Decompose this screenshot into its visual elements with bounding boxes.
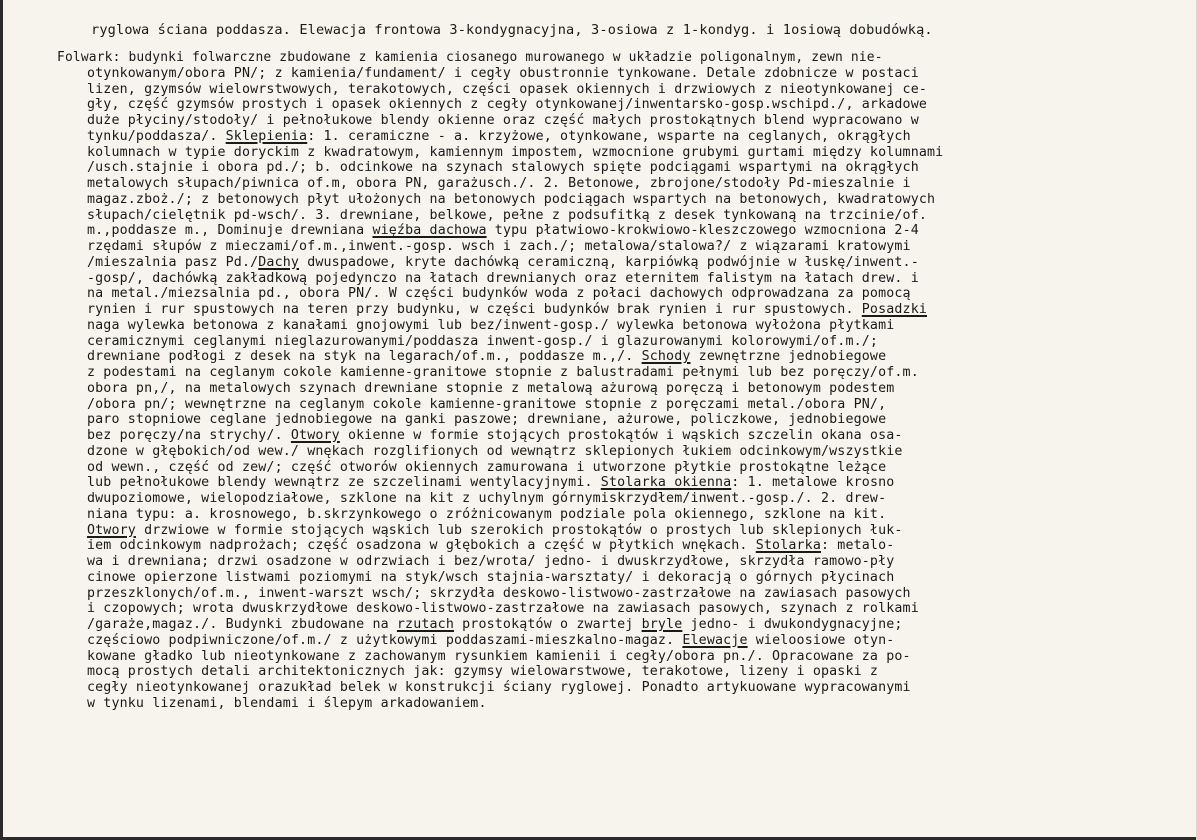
text-segment: i czopowych; wrota dwuskrzydłowe deskowo-listwowo-zastrzałowe na zawiasach pasowych, szynach z rolkami	[87, 601, 919, 617]
text-segment: zewnętrzne jednobiegowe	[690, 349, 887, 365]
text-segment: częściowo podpiwniczone/of.m./ z użytkowymi poddaszami-mieszkalno-magaz.	[87, 632, 683, 648]
text-segment: otynkowanym/obora PN/; z kamienia/fundament/ i cegły obustronnie tynkowane. Detale zdobnicze w postaci	[87, 65, 919, 81]
text-line	[87, 680, 1177, 696]
text-line	[87, 223, 1177, 239]
text-segment: drzwiowe w formie stojących wąskich lub szerokich prostokątów o prostych lub sklepionych łuk-	[135, 522, 903, 538]
text-line	[87, 286, 1177, 302]
text-segment: naga wylewka betonowa z kanałami gnojowymi lub bez/inwent-gosp./ wylewka betonowa wyłożona płytkami	[87, 317, 895, 333]
text-line	[87, 239, 1177, 255]
text-line	[87, 271, 1177, 287]
text-segment: na metal./miezsalnia pd., obora PN/. W części budynków woda z połaci dachowych odprowadzana za pomocą	[87, 286, 911, 302]
text-line	[87, 192, 1177, 208]
text-line	[87, 349, 1177, 365]
text-segment: cinowe opierzone listwami poziomymi na styk/wsch stajnia-warsztaty/ i dekoracją o górnych płycinach	[87, 569, 895, 585]
text-segment: : 1. ceramiczne - a. krzyżowe, otynkowane, wsparte na ceglanych, okrągłych	[307, 128, 911, 144]
text-line	[87, 145, 1177, 161]
text-segment: gły, część gzymsów prostych i opasek okiennych z cegły otynkowanej/inwentarsko-gosp.wschipd./, arkadowe	[87, 97, 928, 113]
underlined-section-term: Dachy	[258, 254, 300, 270]
underlined-section-term: Stolarka okienna	[600, 475, 732, 491]
text-line	[87, 491, 1177, 507]
underlined-section-term: Elewacje	[682, 632, 748, 648]
text-segment: -gosp/, dachówką zakładkową pojedynczo na łatach drewnianych oraz eternitem falistym na łatach drew. i	[87, 270, 919, 286]
text-segment: słupach/cielętnik pd-wsch/. 3. drewniane, belkowe, pełne z podsufitką z desek tynkowaną na trzcinie/of.	[87, 207, 928, 223]
text-segment: z podestami na ceglanym cokole kamienne-granitowe stopnie z balustradami pełnymi lub bez poręczy/of.m.	[87, 365, 919, 380]
text-segment: metalowych słupach/piwnica of.m, obora PN, garażusch./. 2. Betonowe, zbrojone/stodoły Pd-mieszalnie i	[87, 176, 911, 191]
text-segment: magaz.zboż./; z betonowych płyt ułożonych na betonowych podciągach wspartych na betonowych, kwadratowych	[87, 191, 936, 207]
text-segment: cegły nieotynkowanej orazukład belek w konstrukcji ściany ryglowej. Ponadto artykuowane wypracowanymi	[87, 680, 911, 695]
text-line	[87, 475, 1177, 491]
text-line	[87, 208, 1177, 224]
text-segment: przeszklonych/of.m., inwent-warszt wsch/; skrzydła deskowo-listwowo-zastrzałowe na zawiasach pasowych	[87, 585, 911, 601]
text-segment: obora pn,/, na metalowych szynach drewniane stopnie z metalową ażurową poręczą i betonowym podestem	[87, 380, 895, 396]
text-segment: prostokątów o zwartej	[454, 617, 642, 632]
text-line	[87, 365, 1177, 381]
text-line	[87, 428, 1177, 444]
text-line	[87, 601, 1177, 617]
text-line	[87, 538, 1177, 554]
text-line	[87, 696, 1177, 712]
text-segment: dwuspadowe, kryte dachówką ceramiczną, karpiówką podwójnie w łuskę/inwent.-	[299, 254, 919, 270]
text-segment: wa i drewniana; drzwi osadzone w odrzwiach i bez/wrota/ jedno- i dwuskrzydłowe, skrzydła ramowo-pły	[87, 554, 895, 569]
text-line	[87, 66, 1177, 82]
text-line	[87, 318, 1177, 334]
text-line	[87, 397, 1177, 413]
text-line	[87, 302, 1177, 318]
text-line	[87, 460, 1177, 476]
document-body	[57, 50, 1177, 712]
text-segment: tynku/poddasza/.	[87, 128, 226, 144]
text-segment: iem odcinkowym nadprożach; część osadzona w głębokich a część w płytkich wnękach.	[87, 538, 756, 554]
text-segment: kowane gładko lub nieotynkowane z zachowanym rysunkiem kamienii i cegły/obora pn./. Opracowane za po-	[87, 648, 911, 664]
text-segment: /mieszalnia pasz Pd./	[87, 254, 259, 270]
text-segment: okienne w formie stojących prostokątów i wąskich szczelin okana osa-	[339, 428, 903, 443]
document-heading: ryglowa ściana poddasza. Elewacja frontowa 3-kondygnacyjna, 3-osiowa z 1-kondyg. i 1osiową dobudówką.	[91, 22, 933, 38]
text-segment: /usch.stajnie i obora pd./; b. odcinkowe na szynach stalowych spięte podciągami wspartymi na okrągłych	[87, 160, 919, 176]
text-segment: duże płyciny/stodoły/ i pełnołukowe blendy okienne oraz część małych prostokątnych blend wypracowano w	[87, 113, 919, 128]
text-segment: drewniane podłogi z desek na styk na legarach/of.m., poddasze m.,/.	[87, 349, 642, 365]
text-line	[87, 649, 1177, 665]
underlined-section-term: Otwory	[290, 428, 340, 443]
text-segment: wieloosiowe otyn-	[747, 632, 895, 648]
text-line	[87, 664, 1177, 680]
text-segment: dwupoziomowe, wielopodziałowe, szklone na kit z uchylnym górnymiskrzydłem/inwent.-gosp./. 2. drew-	[87, 491, 887, 506]
text-line	[87, 255, 1177, 271]
text-line	[87, 381, 1177, 397]
underlined-section-term: Otwory	[87, 522, 136, 538]
text-segment: mocą prostych detali architektonicznych jak: gzymsy wielowarstwowe, terakotowe, lizeny i opaski z	[87, 664, 879, 680]
underlined-section-term: Posadzki	[861, 302, 928, 317]
text-segment: ceramicznymi ceglanymi nieglazurowanymi/poddasza inwent-gosp./ i glazurowanymi kolorowymi/of.m./;	[87, 333, 879, 349]
text-segment: lizen, gzymsów wielowrstwowych, terakotowych, części opasek okiennych i drzwiowych z nieotynkowanej ce-	[87, 81, 928, 97]
text-line	[87, 570, 1177, 586]
text-segment: typu płatwiowo-krokwiowo-kleszczowego wzmocniona 2-4	[486, 223, 919, 239]
text-segment: paro stopniowe ceglane jednobiegowe na ganki paszowe; drewniane, ażurowe, policzkowe, jednobiegowe	[87, 412, 887, 428]
text-line	[87, 334, 1177, 350]
text-segment: /obora pn/; wewnętrzne na ceglanym cokole kamienne-granitowe stopnie z poręczami metal./obora PN/,	[87, 396, 887, 412]
text-line	[87, 507, 1177, 523]
text-segment: rzędami słupów z mieczami/of.m.,inwent.-gosp. wsch i zach./; metalowa/stalowa?/ z wiązarami kratowymi	[87, 239, 911, 254]
text-segment: w tynku lizenami, blendami i ślepym arkadowaniem.	[87, 695, 487, 711]
text-segment: m.,poddasze m., Dominuje drewniana	[87, 223, 373, 239]
text-line	[87, 586, 1177, 602]
text-segment: rynien i rur spustowych na teren przy budynku, w części budynków brak rynien i rur spustowych.	[87, 302, 862, 317]
text-segment: lub pełnołukowe blendy wewnątrz ze szczelinami wentylacyjnymi.	[87, 475, 601, 491]
text-line	[87, 617, 1177, 633]
text-segment: Folwark: budynki folwarczne zbudowane z kamienia ciosanego murowanego w układzie poligonalnym, zewn nie-	[57, 50, 883, 65]
text-segment: niana typu: a. krosnowego, b.skrzynkowego o zróżnicowanym podziale pola okiennego, szklone na kit.	[87, 506, 887, 522]
text-line	[87, 633, 1177, 649]
text-line	[87, 82, 1177, 98]
text-segment: kolumnach w typie doryckim z kwadratowym, kamiennym impostem, wzmocnione grubymi gurtami między kolumnami	[87, 144, 944, 160]
underlined-section-term: bryle	[641, 617, 683, 632]
text-line	[87, 160, 1177, 176]
text-segment: : 1. metalowe krosno	[731, 475, 895, 491]
text-line	[87, 523, 1177, 539]
text-line	[87, 129, 1177, 145]
underlined-section-term: rzutach	[396, 617, 454, 632]
text-line	[87, 444, 1177, 460]
underlined-section-term: Stolarka	[755, 538, 821, 554]
text-segment: : metalo-	[821, 538, 895, 554]
text-segment: /garaże,magaz./. Budynki zbudowane na	[87, 617, 397, 632]
text-line	[87, 176, 1177, 192]
text-line	[87, 97, 1177, 113]
underlined-section-term: Schody	[641, 349, 691, 365]
text-line	[87, 412, 1177, 428]
text-segment: od wewn., część od zew/; część otworów okiennych zamurowana i utworzone płytkie prostokątne leżące	[87, 459, 887, 475]
text-line	[87, 113, 1177, 129]
underlined-section-term: więźba dachowa	[372, 223, 487, 239]
text-line	[57, 50, 1177, 66]
text-line	[87, 554, 1177, 570]
text-segment: jedno- i dwukondygnacyjne;	[682, 617, 903, 632]
text-segment: bez poręczy/na strychy/.	[87, 428, 291, 443]
text-segment: dzone w głębokich/od wew./ wnękach rozglifionych od wewnątrz sklepionych łukiem odcinkowym/wszystkie	[87, 443, 903, 459]
underlined-section-term: Sklepienia	[225, 128, 308, 144]
